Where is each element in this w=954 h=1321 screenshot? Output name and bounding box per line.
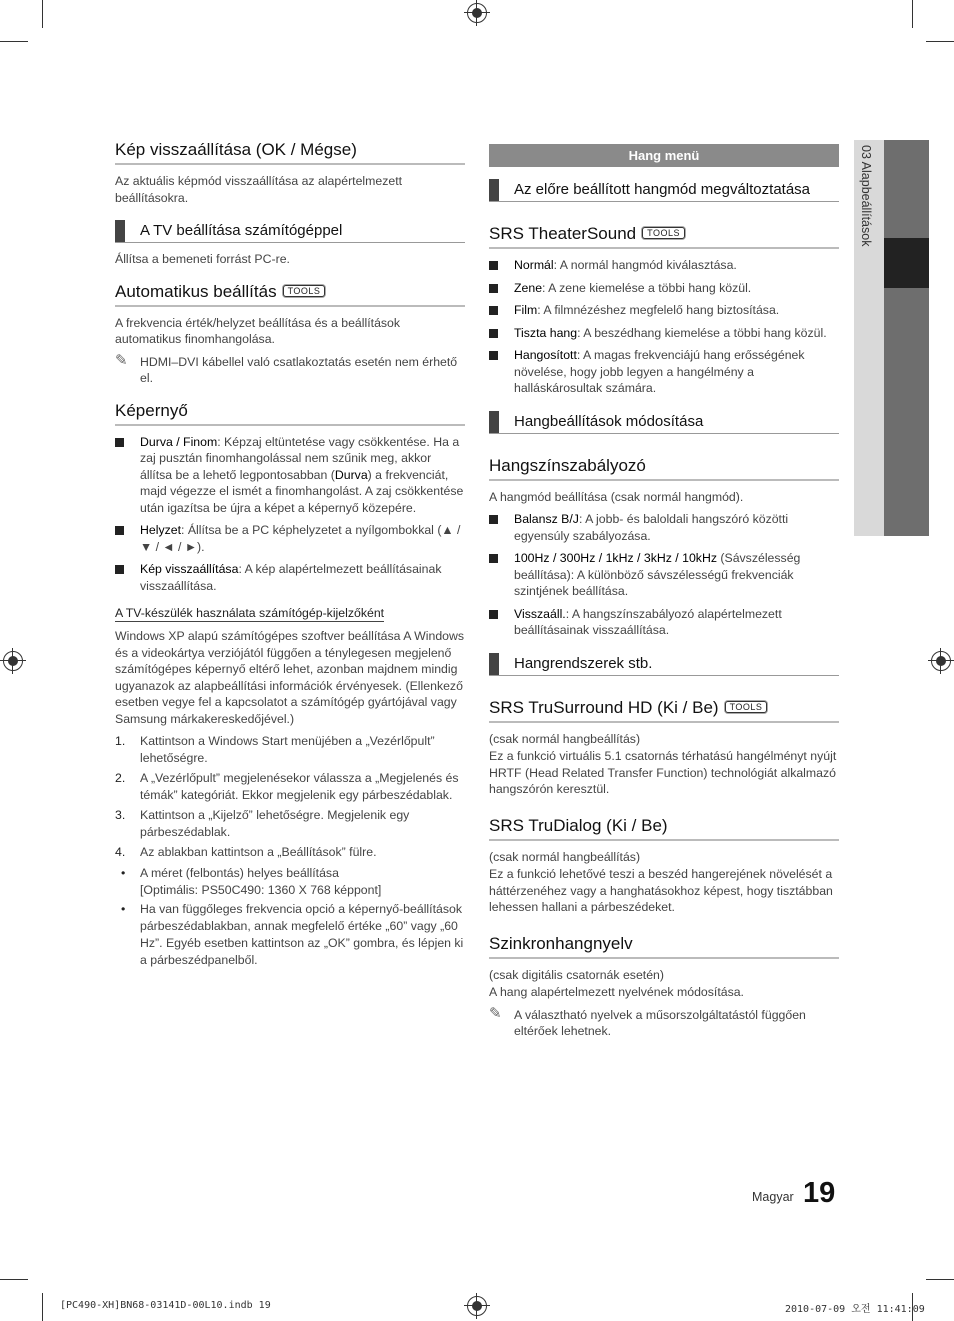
steps-list [115,733,465,861]
step-item: 3. Kattintson a „Kijelző” lehetőségre. Megjelenik egy párbeszédablak. [115,808,410,839]
section-text: Állítsa a bemeneti forrást PC-re. [115,252,290,266]
section-sound-systems [489,653,839,676]
pencil-note-icon: ✎ [115,351,128,369]
section-title: SRS TruDialog (Ki / Be) [489,816,839,841]
section-equalizer [489,456,839,639]
condition-text: (csak digitális csatornák esetén) [489,967,664,982]
section-title: Szinkronhangnyelv [489,934,839,959]
condition-text: (csak normál hangbeállítás) [489,849,641,864]
bullet-item: • A méret (felbontás) helyes beállítása [Optimális: PS50C490: 1360 X 768 képpont] [115,865,465,899]
crop-mark [0,1279,28,1280]
step-item: 2. A „Vezérlőpult” megjelenésekor válassza a „Megjelenés és témák” kategóriát. Ekkor megjelenik egy párbeszédablak. [115,771,459,802]
section-text: A hangmód beállítása (csak normál hangmód). [489,489,744,504]
bullet-list [115,865,465,969]
side-tab-dark [884,140,929,536]
note: ✎ HDMI–DVI kábellel való csatlakoztatás esetén nem érhető el. [115,351,458,385]
imprint-date: 2010-07-09 오전 11:41:09 [785,1304,925,1315]
crop-mark [926,1279,954,1280]
crop-mark [0,41,28,42]
list-item: 100Hz / 300Hz / 1kHz / 3kHz / 10kHz (Sávszélesség beállítása): A különböző sávszélességű frekvenciák szintjének beállítása. [489,550,839,600]
list-item: Film: A filmnézéshez megfelelő hang biztosítása. [489,302,839,319]
step-item: 1. Kattintson a Windows Start menüjében a „Vezérlőpult” lehetőségre. [115,734,435,765]
section-title: SRS TruSurround HD (Ki / Be) TOOLS [489,698,839,723]
condition-text: (csak normál hangbeállítás) [489,731,641,746]
bullet-item: • Ha van függőleges frekvencia opció a képernyő-beállítások párbeszédablakban, annak megfelelő értéke „60” vagy „60 Hz”. Egyéb esetben kattintson az „OK” gombra, és lépjen ki a párbeszédpanelből. [115,901,465,969]
section-picture-reset [115,140,465,206]
list-item: Visszaáll.: A hangszínszabályozó alapértelmezett beállításainak visszaállítása. [489,606,839,639]
list-item: Helyzet: Állítsa be a PC képhelyzetet a nyílgombokkal (▲ / ▼ / ◄ / ►). [115,522,465,555]
right-column [489,144,839,1054]
registration-mark-icon [467,3,487,23]
chapter-side-tab [854,140,929,536]
section-tv-pc-setup [115,220,465,268]
list-item: Tiszta hang: A beszédhang kiemelése a többi hang közül. [489,325,839,342]
left-column [115,140,465,983]
subsection-title: Az előre beállított hangmód megváltoztatása [489,179,839,202]
section-title: Kép visszaállítása (OK / Mégse) [115,140,465,165]
section-title: Automatikus beállítás TOOLS [115,282,465,307]
section-text: Ez a funkció virtuális 5.1 csatornás térhatású hangélményt nyújt HRTF (Head Related Transfer Function) technológiát alkalmazó hangszórón keresztül. [489,749,837,796]
chapter-label: 03 Alapbeállítások [859,145,873,247]
section-text: Windows XP alapú számítógépes szoftver beállítása A Windows és a videokártya verziójától függően a ténylegesen megjelenő számítógépes képernyő eltérő lehet, azonban majdnem mindig ugyanazok az alapbeállítási információk érvényesek. (Ellenkező esetben vegye fel a kapcsolatot a számítógép gyártójával vagy Samsung márkakereskedőjével.) [115,629,465,726]
subheading: A TV-készülék használata számítógép-kijelzőként [115,606,385,620]
section-title: Képernyő [115,401,465,426]
list-item: Balansz B/J: A jobb- és baloldali hangszóró közötti egyensúly szabályozása. [489,511,839,544]
crop-mark [42,0,43,28]
note: ✎ A választható nyelvek a műsorszolgáltatástól függően eltérőek lehetnek. [489,1004,806,1038]
section-preset-sound [489,179,839,202]
section-title: SRS TheaterSound TOOLS [489,224,839,249]
menu-header-bar: Hang menü [489,144,839,167]
list-item: Durva / Finom: Képzaj eltüntetése vagy csökkentése. Ha a zaj pusztán finomhangolással nem szűnik meg, akkor állítsa be a lehető legpontosabban (Durva) a frekvenciát, majd végezze el ismét a finomhangolást. A zaj csökkentése után igazítsa be újra a képet a képernyő közepére. [115,434,465,517]
crop-mark [42,1293,43,1321]
section-text: Ez a funkció lehetővé teszi a beszéd hangerejének növelését a háttérzenéhez vagy a hanghatásokhoz képest, hogy tisztábban lehessen hallani a párbeszédeket. [489,867,833,914]
registration-mark-icon [3,651,23,671]
pencil-note-icon: ✎ [489,1004,502,1022]
section-title: Hangszínszabályozó [489,456,839,481]
subsection-title: Hangbeállítások módosítása [489,411,839,434]
screen-options-list [115,434,465,595]
section-screen [115,401,465,969]
tools-button-icon: TOOLS [642,227,685,239]
section-text: A hang alapértelmezett nyelvének módosítása. [489,985,744,999]
crop-mark [912,0,913,28]
section-auto-adjust [115,282,465,387]
subsection-title: A TV beállítása számítógéppel [115,220,465,243]
section-text: Az aktuális képmód visszaállítása az alapértelmezett beállításokra. [115,174,403,205]
footer-language: Magyar [752,1190,794,1204]
list-item: Normál: A normál hangmód kiválasztása. [489,257,839,274]
imprint-file: [PC490-XH]BN68-03141D-00L10.indb 19 [60,1300,271,1311]
section-srs-trusurround [489,698,839,798]
page-number: 19 [803,1177,836,1209]
section-srs-theatersound [489,224,839,397]
subsection-title: Hangrendszerek stb. [489,653,839,676]
side-tab-marker [884,238,929,288]
tools-button-icon: TOOLS [725,701,768,713]
sound-modes-list [489,257,839,397]
registration-mark-icon [467,1296,487,1316]
section-srs-trudialog [489,816,839,916]
list-item: Kép visszaállítása: A kép alapértelmezett beállításainak visszaállítása. [115,561,465,594]
registration-mark-icon [931,651,951,671]
section-text: A frekvencia érték/helyzet beállítása és a beállítások automatikus finomhangolása. [115,315,401,346]
list-item: Hangosított: A magas frekvenciájú hang erősségének növelése, hogy jobb legyen a hangélmény a halláskárosultak számára. [489,347,839,397]
crop-mark [926,41,954,42]
equalizer-options-list [489,511,839,639]
tools-button-icon: TOOLS [283,285,326,297]
step-item: 4. Az ablakban kattintson a „Beállítások” fülre. [115,845,377,859]
section-sound-settings [489,411,839,434]
section-audio-language [489,934,839,1040]
list-item: Zene: A zene kiemelése a többi hang közül. [489,280,839,297]
